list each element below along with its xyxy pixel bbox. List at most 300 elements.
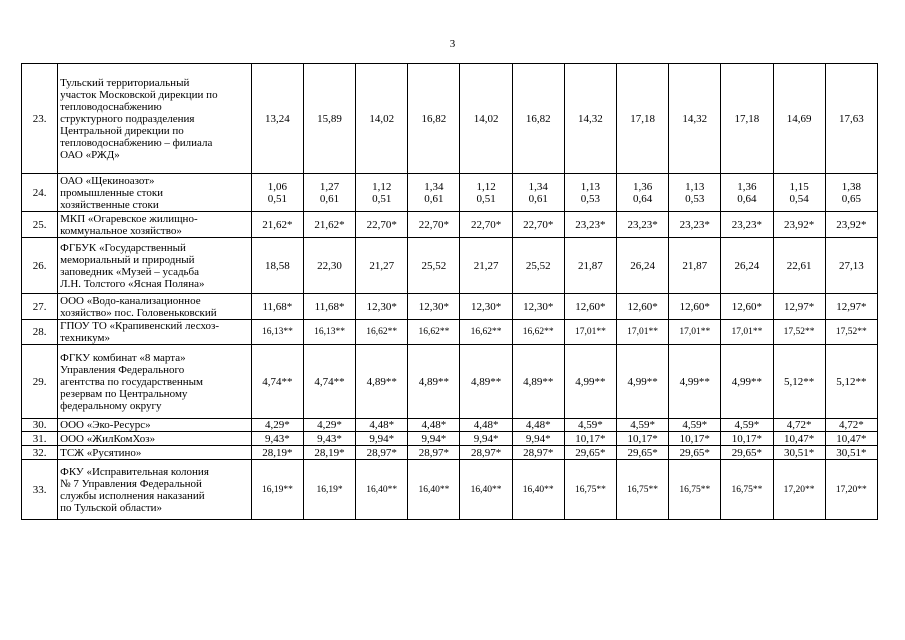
tariff-value (408, 419, 460, 432)
organization-name-line: ФГКУ комбинат «8 марта» (60, 351, 186, 364)
tariff-value (460, 419, 512, 432)
tariff-value-line: 29,65* (627, 446, 658, 459)
tariff-value-line: 21,27 (473, 259, 499, 272)
tariff-value (669, 294, 721, 320)
tariff-value (669, 446, 721, 460)
tariff-value-line: 4,74** (314, 375, 345, 388)
tariff-value (303, 64, 355, 174)
tariff-value-line: 17,18 (630, 112, 655, 125)
organization-name-line: ООО «ЖилКомХоз» (60, 432, 156, 445)
tariff-value (617, 212, 669, 238)
tariff-value (617, 432, 669, 446)
tariff-value-line: 4,29* (265, 419, 290, 431)
organization-name (58, 460, 252, 520)
organization-name-line: резервам по Центральному (60, 387, 188, 400)
organization-name (58, 345, 252, 419)
tariff-value-line: 22,61 (786, 259, 812, 272)
tariff-value (251, 432, 303, 446)
tariff-value-line: 4,59* (578, 419, 603, 431)
tariff-value (356, 446, 408, 460)
tariff-value (564, 419, 616, 432)
organization-name-line: ФГБУК «Государственный (60, 241, 186, 254)
tariff-value (825, 294, 877, 320)
organization-name (58, 212, 252, 238)
tariff-value-line: 21,87 (578, 259, 603, 272)
tariff-value (408, 460, 460, 520)
tariff-value-line: 16,82 (421, 112, 447, 125)
tariff-value-line: 4,89** (418, 375, 450, 388)
organization-name-line: тепловодоснабжению (60, 100, 162, 113)
tariff-value (512, 460, 564, 520)
tariff-value-line: 1,38 (841, 180, 861, 193)
tariff-value (564, 345, 616, 419)
tariff-value-line: 4,99** (679, 375, 710, 388)
tariff-value-line: 23,92* (836, 218, 867, 231)
tariff-value-line: 4,59* (682, 419, 708, 431)
tariff-value (512, 345, 564, 419)
tariff-value-line: 0,65 (841, 192, 861, 205)
tariff-value (617, 446, 669, 460)
tariff-value (825, 238, 877, 294)
tariff-value-line: 12,97* (783, 300, 815, 313)
tariff-value (303, 320, 355, 345)
tariff-value-line: 9,43* (317, 432, 342, 445)
table-row (22, 238, 878, 294)
tariff-value-line: 16,82 (525, 112, 551, 125)
tariff-value (617, 294, 669, 320)
tariff-value (512, 294, 564, 320)
table-row (22, 419, 878, 432)
tariff-value (356, 432, 408, 446)
tariff-value-line: 14,02 (369, 112, 395, 125)
table-row (22, 345, 878, 419)
tariff-value-line: 4,74** (262, 375, 293, 388)
tariff-value (773, 174, 825, 212)
tariff-value-line: 29,65* (679, 446, 710, 459)
tariff-value-line: 22,70* (523, 218, 554, 231)
tariff-value-line: 1,36 (632, 180, 653, 193)
tariff-value (564, 432, 616, 446)
tariff-value-line: 23,23* (731, 218, 763, 231)
tariff-value (408, 212, 460, 238)
tariff-value-line: 1,34 (528, 180, 548, 193)
table-row (22, 294, 878, 320)
tariff-value-line: 4,29* (317, 419, 342, 431)
tariff-value (460, 238, 512, 294)
table-row (22, 64, 878, 174)
tariff-value-line: 1,12 (476, 180, 496, 193)
organization-name (58, 432, 252, 446)
organization-name-line: тепловодоснабжению – филиала (60, 136, 213, 149)
tariff-value (825, 419, 877, 432)
tariff-value (564, 294, 616, 320)
organization-name-line: хозяйственные стоки (60, 198, 159, 211)
tariff-value-line: 29,65* (731, 446, 763, 459)
tariff-value (303, 238, 355, 294)
tariff-value-line: 1,36 (737, 180, 757, 193)
tariff-value (303, 432, 355, 446)
tariff-value-line: 21,62* (314, 218, 345, 231)
tariff-value-line: 18,58 (265, 259, 290, 272)
tariff-value-line: 10,47* (836, 432, 867, 445)
tariff-value-line: 9,94* (525, 432, 551, 445)
tariff-value (773, 446, 825, 460)
tariff-value-line: 16,40** (470, 484, 502, 495)
tariff-value (303, 294, 355, 320)
tariff-value-line: 16,75** (574, 484, 606, 495)
tariff-value (564, 460, 616, 520)
tariff-value (512, 64, 564, 174)
tariff-value-line: 12,30* (418, 300, 450, 313)
tariff-value-line: 12,30* (366, 300, 397, 313)
tariff-value (356, 212, 408, 238)
tariff-value-line: 1,34 (424, 180, 444, 193)
tariff-value-line: 1,27 (319, 180, 340, 193)
tariff-value-line: 28,19* (314, 446, 345, 459)
tariff-value-line: 4,48* (473, 419, 499, 431)
tariff-value (303, 446, 355, 460)
tariff-value (408, 446, 460, 460)
tariff-value-line: 4,99** (575, 375, 606, 388)
tariff-value-line: 17,20** (835, 484, 867, 495)
tariff-value-line: 12,97* (836, 300, 867, 313)
organization-name-line: ТСЖ «Русятино» (60, 446, 142, 459)
row-number: 32. (22, 446, 58, 460)
tariff-value (617, 345, 669, 419)
tariff-value (773, 64, 825, 174)
tariff-value-line: 28,97* (523, 446, 554, 459)
table-row (22, 432, 878, 446)
tariff-value-line: 0,64 (737, 192, 757, 205)
tariff-value-line: 22,70* (366, 218, 397, 231)
tariff-value (721, 446, 773, 460)
tariff-value-line: 1,13 (580, 180, 601, 193)
tariff-value-line: 5,12** (836, 375, 867, 388)
organization-name (58, 419, 252, 432)
tariff-value-line: 0,61 (319, 192, 340, 205)
tariff-value-line: 16,40** (366, 484, 398, 495)
tariff-value (825, 432, 877, 446)
tariff-value-line: 15,89 (317, 112, 342, 125)
tariff-value-line: 16,75** (679, 484, 711, 495)
tariff-value (773, 460, 825, 520)
tariff-value (564, 320, 616, 345)
tariff-value (408, 238, 460, 294)
tariff-value (669, 174, 721, 212)
tariff-value (251, 64, 303, 174)
tariff-value (408, 345, 460, 419)
tariff-value-line: 0,54 (789, 192, 809, 205)
tariff-value-line: 4,59* (734, 419, 760, 431)
tariff-value (460, 212, 512, 238)
tariff-value-line: 11,68* (314, 300, 345, 313)
tariff-value-line: 23,23* (575, 218, 606, 231)
tariff-value-line: 14,02 (473, 112, 499, 125)
tariff-value-line: 10,17* (731, 432, 763, 445)
tariff-value (303, 345, 355, 419)
tariff-value-line: 10,17* (575, 432, 606, 445)
tariff-value (251, 460, 303, 520)
tariff-value (408, 174, 460, 212)
table-row (22, 320, 878, 345)
tariff-value (512, 212, 564, 238)
tariff-value-line: 21,87 (682, 259, 708, 272)
organization-name-line: коммунальное хозяйство» (60, 224, 182, 237)
tariff-value (669, 64, 721, 174)
tariff-value-line: 4,48* (525, 419, 551, 431)
tariff-value-line: 0,51 (372, 192, 392, 205)
tariff-value-line: 16,40** (522, 484, 554, 495)
tariff-value-line: 16,62** (366, 327, 398, 337)
tariff-value (408, 432, 460, 446)
tariff-value (773, 212, 825, 238)
tariff-value-line: 23,92* (783, 218, 815, 231)
organization-name-line: службы исполнения наказаний (60, 489, 205, 502)
organization-name-line: Управления Федерального (60, 363, 185, 376)
tariff-value-line: 22,70* (418, 218, 450, 231)
row-number: 33. (22, 460, 58, 520)
tariff-value-line: 16,19* (316, 484, 343, 495)
tariff-value (721, 174, 773, 212)
tariff-value (825, 320, 877, 345)
table-row (22, 212, 878, 238)
tariff-value (669, 432, 721, 446)
tariff-value (721, 238, 773, 294)
tariff-value-line: 16,62** (522, 327, 554, 337)
tariff-value (721, 64, 773, 174)
tariff-value (721, 419, 773, 432)
organization-name-line: участок Московской дирекции по (60, 88, 218, 101)
tariff-value-line: 4,99** (731, 375, 763, 388)
tariff-value-line: 9,94* (421, 432, 447, 445)
table-row (22, 174, 878, 212)
tariff-value-line: 0,64 (632, 192, 653, 205)
row-number: 30. (22, 419, 58, 432)
tariff-value-line: 0,61 (528, 192, 548, 205)
tariff-value (460, 320, 512, 345)
organization-name-line: агентства по государственным (60, 375, 203, 388)
tariff-value (617, 460, 669, 520)
organization-name-line: ГПОУ ТО «Крапивенский лесхоз- (60, 320, 220, 332)
tariff-value-line: 13,24 (265, 112, 290, 125)
tariff-value (303, 212, 355, 238)
tariff-value-line: 4,48* (421, 419, 447, 431)
tariff-value (512, 446, 564, 460)
tariff-value-line: 14,32 (682, 112, 708, 125)
tariff-value-line: 0,53 (685, 192, 705, 205)
tariff-value-line: 4,89** (470, 375, 502, 388)
tariff-value-line: 23,23* (627, 218, 658, 231)
tariff-value (356, 460, 408, 520)
tariff-value-line: 28,97* (470, 446, 502, 459)
organization-name-line: федеральному округу (60, 399, 162, 412)
tariff-value-line: 4,59* (630, 419, 655, 431)
tariff-value (251, 419, 303, 432)
tariff-value (825, 460, 877, 520)
tariff-value (825, 446, 877, 460)
tariff-value (356, 419, 408, 432)
tariff-value (721, 345, 773, 419)
tariff-table (21, 63, 878, 520)
organization-name-line: ФКУ «Исправительная колония (60, 465, 209, 478)
tariff-value-line: 10,47* (783, 432, 815, 445)
page-number: 3 (449, 38, 456, 50)
tariff-value (773, 345, 825, 419)
table-row (22, 446, 878, 460)
tariff-value-line: 0,61 (424, 192, 444, 205)
tariff-value-line: 11,68* (262, 300, 293, 313)
tariff-value-line: 5,12** (783, 375, 815, 388)
tariff-value (408, 294, 460, 320)
tariff-value (564, 64, 616, 174)
organization-name-line: МКП «Огаревское жилищно- (60, 212, 198, 225)
organization-name (58, 238, 252, 294)
tariff-value-line: 30,51* (836, 446, 867, 459)
tariff-value (773, 238, 825, 294)
tariff-value-line: 28,19* (262, 446, 293, 459)
tariff-value-line: 4,72* (786, 419, 812, 431)
tariff-value-line: 0,51 (267, 192, 287, 205)
tariff-value (460, 294, 512, 320)
organization-name (58, 174, 252, 212)
organization-name-line: промышленные стоки (60, 186, 164, 199)
organization-name-line: техникум» (60, 332, 110, 344)
tariff-value-line: 12,60* (627, 300, 658, 313)
organization-name-line: заповедник «Музей – усадьба (60, 265, 200, 278)
tariff-value-line: 9,43* (265, 432, 290, 445)
tariff-value-line: 16,13** (314, 327, 345, 337)
row-number: 24. (22, 174, 58, 212)
tariff-value (617, 238, 669, 294)
tariff-value-line: 4,48* (369, 419, 395, 431)
tariff-value-line: 29,65* (575, 446, 606, 459)
row-number: 29. (22, 345, 58, 419)
tariff-value (251, 294, 303, 320)
tariff-value-line: 12,30* (523, 300, 554, 313)
tariff-value (512, 320, 564, 345)
tariff-value (303, 174, 355, 212)
tariff-value (617, 64, 669, 174)
tariff-value (669, 460, 721, 520)
organization-name-line: Тульский территориальный (60, 76, 190, 89)
tariff-value (773, 320, 825, 345)
organization-name-line: хозяйство» пос. Головеньковский (60, 306, 217, 319)
tariff-value-line: 17,18 (734, 112, 760, 125)
tariff-value-line: 27,13 (838, 259, 864, 272)
tariff-value (460, 446, 512, 460)
organization-name (58, 320, 252, 345)
organization-name-line: Центральной дирекции по (60, 124, 184, 137)
tariff-value (564, 238, 616, 294)
tariff-value (669, 212, 721, 238)
tariff-value (773, 432, 825, 446)
tariff-value-line: 12,60* (575, 300, 606, 313)
organization-name-line: мемориальный и природный (60, 253, 195, 266)
tariff-value-line: 16,40** (418, 484, 450, 495)
organization-name (58, 64, 252, 174)
tariff-value (773, 294, 825, 320)
tariff-value-line: 16,62** (418, 327, 450, 337)
tariff-value-line: 16,19** (261, 484, 293, 495)
tariff-value-line: 14,32 (578, 112, 603, 125)
tariff-value (669, 238, 721, 294)
tariff-value (617, 174, 669, 212)
tariff-value-line: 22,30 (317, 259, 342, 272)
tariff-value (721, 212, 773, 238)
tariff-value-line: 17,52** (783, 327, 815, 337)
row-number: 28. (22, 320, 58, 345)
row-number: 26. (22, 238, 58, 294)
tariff-value-line: 16,13** (261, 327, 293, 337)
tariff-value (251, 320, 303, 345)
tariff-value (564, 212, 616, 238)
tariff-value (251, 174, 303, 212)
tariff-value (356, 345, 408, 419)
row-number: 27. (22, 294, 58, 320)
organization-name-line: по Тульской области» (60, 501, 163, 514)
tariff-value-line: 4,89** (366, 375, 397, 388)
tariff-value-line: 28,97* (366, 446, 397, 459)
tariff-value (251, 212, 303, 238)
tariff-value-line: 25,52 (525, 259, 551, 272)
tariff-value-line: 28,97* (418, 446, 450, 459)
tariff-value-line: 12,60* (679, 300, 710, 313)
organization-name-line: структурного подразделения (60, 112, 195, 125)
tariff-value (408, 320, 460, 345)
tariff-value-line: 26,24 (630, 259, 655, 272)
row-number: 31. (22, 432, 58, 446)
tariff-value-line: 10,17* (679, 432, 710, 445)
tariff-value (721, 320, 773, 345)
tariff-value (356, 174, 408, 212)
organization-name (58, 446, 252, 460)
tariff-value (512, 238, 564, 294)
tariff-value-line: 17,01** (679, 327, 711, 337)
tariff-value-line: 16,75** (731, 484, 763, 495)
organization-name-line: № 7 Управления Федеральной (60, 477, 202, 490)
tariff-value-line: 17,01** (627, 327, 659, 337)
tariff-value-line: 25,52 (421, 259, 447, 272)
tariff-value (356, 320, 408, 345)
tariff-value (303, 419, 355, 432)
tariff-value (825, 212, 877, 238)
tariff-value (303, 460, 355, 520)
table-row (22, 460, 878, 520)
tariff-value-line: 1,12 (372, 180, 392, 193)
tariff-value (460, 432, 512, 446)
tariff-value (617, 419, 669, 432)
tariff-value-line: 30,51* (783, 446, 815, 459)
tariff-value-line: 12,60* (731, 300, 763, 313)
tariff-value-line: 14,69 (786, 112, 812, 125)
row-number: 25. (22, 212, 58, 238)
tariff-value-line: 17,20** (783, 484, 815, 495)
tariff-value (512, 432, 564, 446)
organization-name-line: ОАО «Щекиноазот» (60, 174, 155, 187)
tariff-value-line: 23,23* (679, 218, 710, 231)
tariff-value (669, 320, 721, 345)
tariff-value-line: 21,62* (262, 218, 293, 231)
tariff-value-line: 10,17* (627, 432, 658, 445)
tariff-value (356, 64, 408, 174)
tariff-value-line: 17,01** (574, 327, 606, 337)
organization-name-line: ООО «Эко-Ресурс» (60, 419, 151, 431)
tariff-value-line: 9,94* (473, 432, 499, 445)
tariff-value (825, 345, 877, 419)
tariff-value (251, 345, 303, 419)
tariff-value (251, 446, 303, 460)
tariff-value (460, 64, 512, 174)
